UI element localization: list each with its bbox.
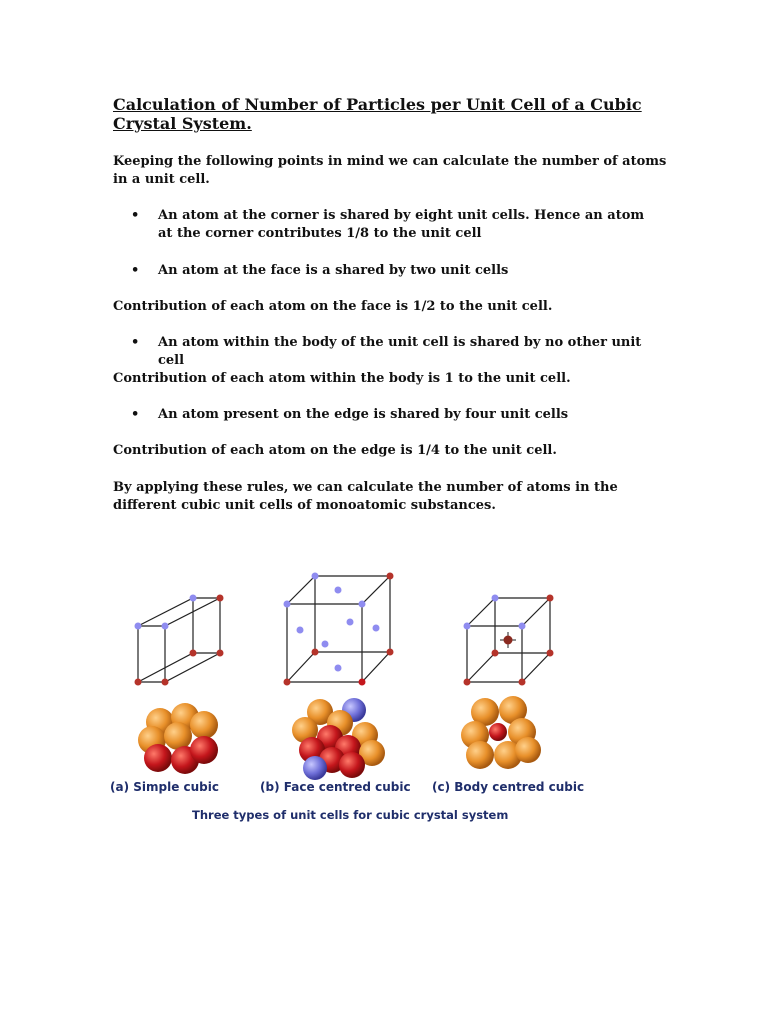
bullet-icon: •: [131, 263, 140, 278]
contribution-edge: Contribution of each atom on the edge is 1/4 to the unit cell.: [113, 443, 557, 458]
label-simple-cubic: (a) Simple cubic: [110, 780, 219, 794]
bullet-face: An atom at the face is a shared by two unit cells: [158, 263, 509, 278]
simple-cubic-atoms: [135, 595, 224, 686]
bullet-edge: An atom present on the edge is shared by four unit cells: [158, 407, 569, 422]
closing-paragraph: By applying these rules, we can calculate the number of atoms in the different cubic unit cells of monoatomic substances.: [113, 480, 618, 513]
unit-cells-figure: [100, 560, 620, 830]
bullet-icon: •: [131, 335, 140, 350]
label-body-centred-cubic: (c) Body centred cubic: [432, 780, 585, 794]
bullet-icon: •: [131, 208, 140, 223]
contribution-body: Contribution of each atom within the body is 1 to the unit cell.: [113, 371, 571, 386]
figure-caption: Three types of unit cells for cubic crystal system: [192, 808, 509, 822]
contribution-face: Contribution of each atom on the face is 1/2 to the unit cell.: [113, 299, 553, 314]
simple-cubic-spheres: [138, 703, 218, 774]
bullet-body: An atom within the body of the unit cell is shared by no other unit cell: [158, 335, 642, 368]
simple-cubic-lattice: [138, 598, 220, 682]
bullet-icon: •: [131, 407, 140, 422]
bullet-corner: An atom at the corner is shared by eight unit cells. Hence an atom at the corner contributes 1/8 to the unit cell: [158, 208, 645, 241]
bcc-spheres: [461, 696, 541, 769]
label-face-centred-cubic: (b) Face centred cubic: [260, 780, 411, 794]
intro-paragraph: Keeping the following points in mind we can calculate the number of atoms in a unit cell.: [113, 154, 667, 187]
document-title: Calculation of Number of Particles per Unit Cell of a Cubic Crystal System.: [113, 95, 642, 133]
fcc-spheres: [292, 698, 385, 780]
